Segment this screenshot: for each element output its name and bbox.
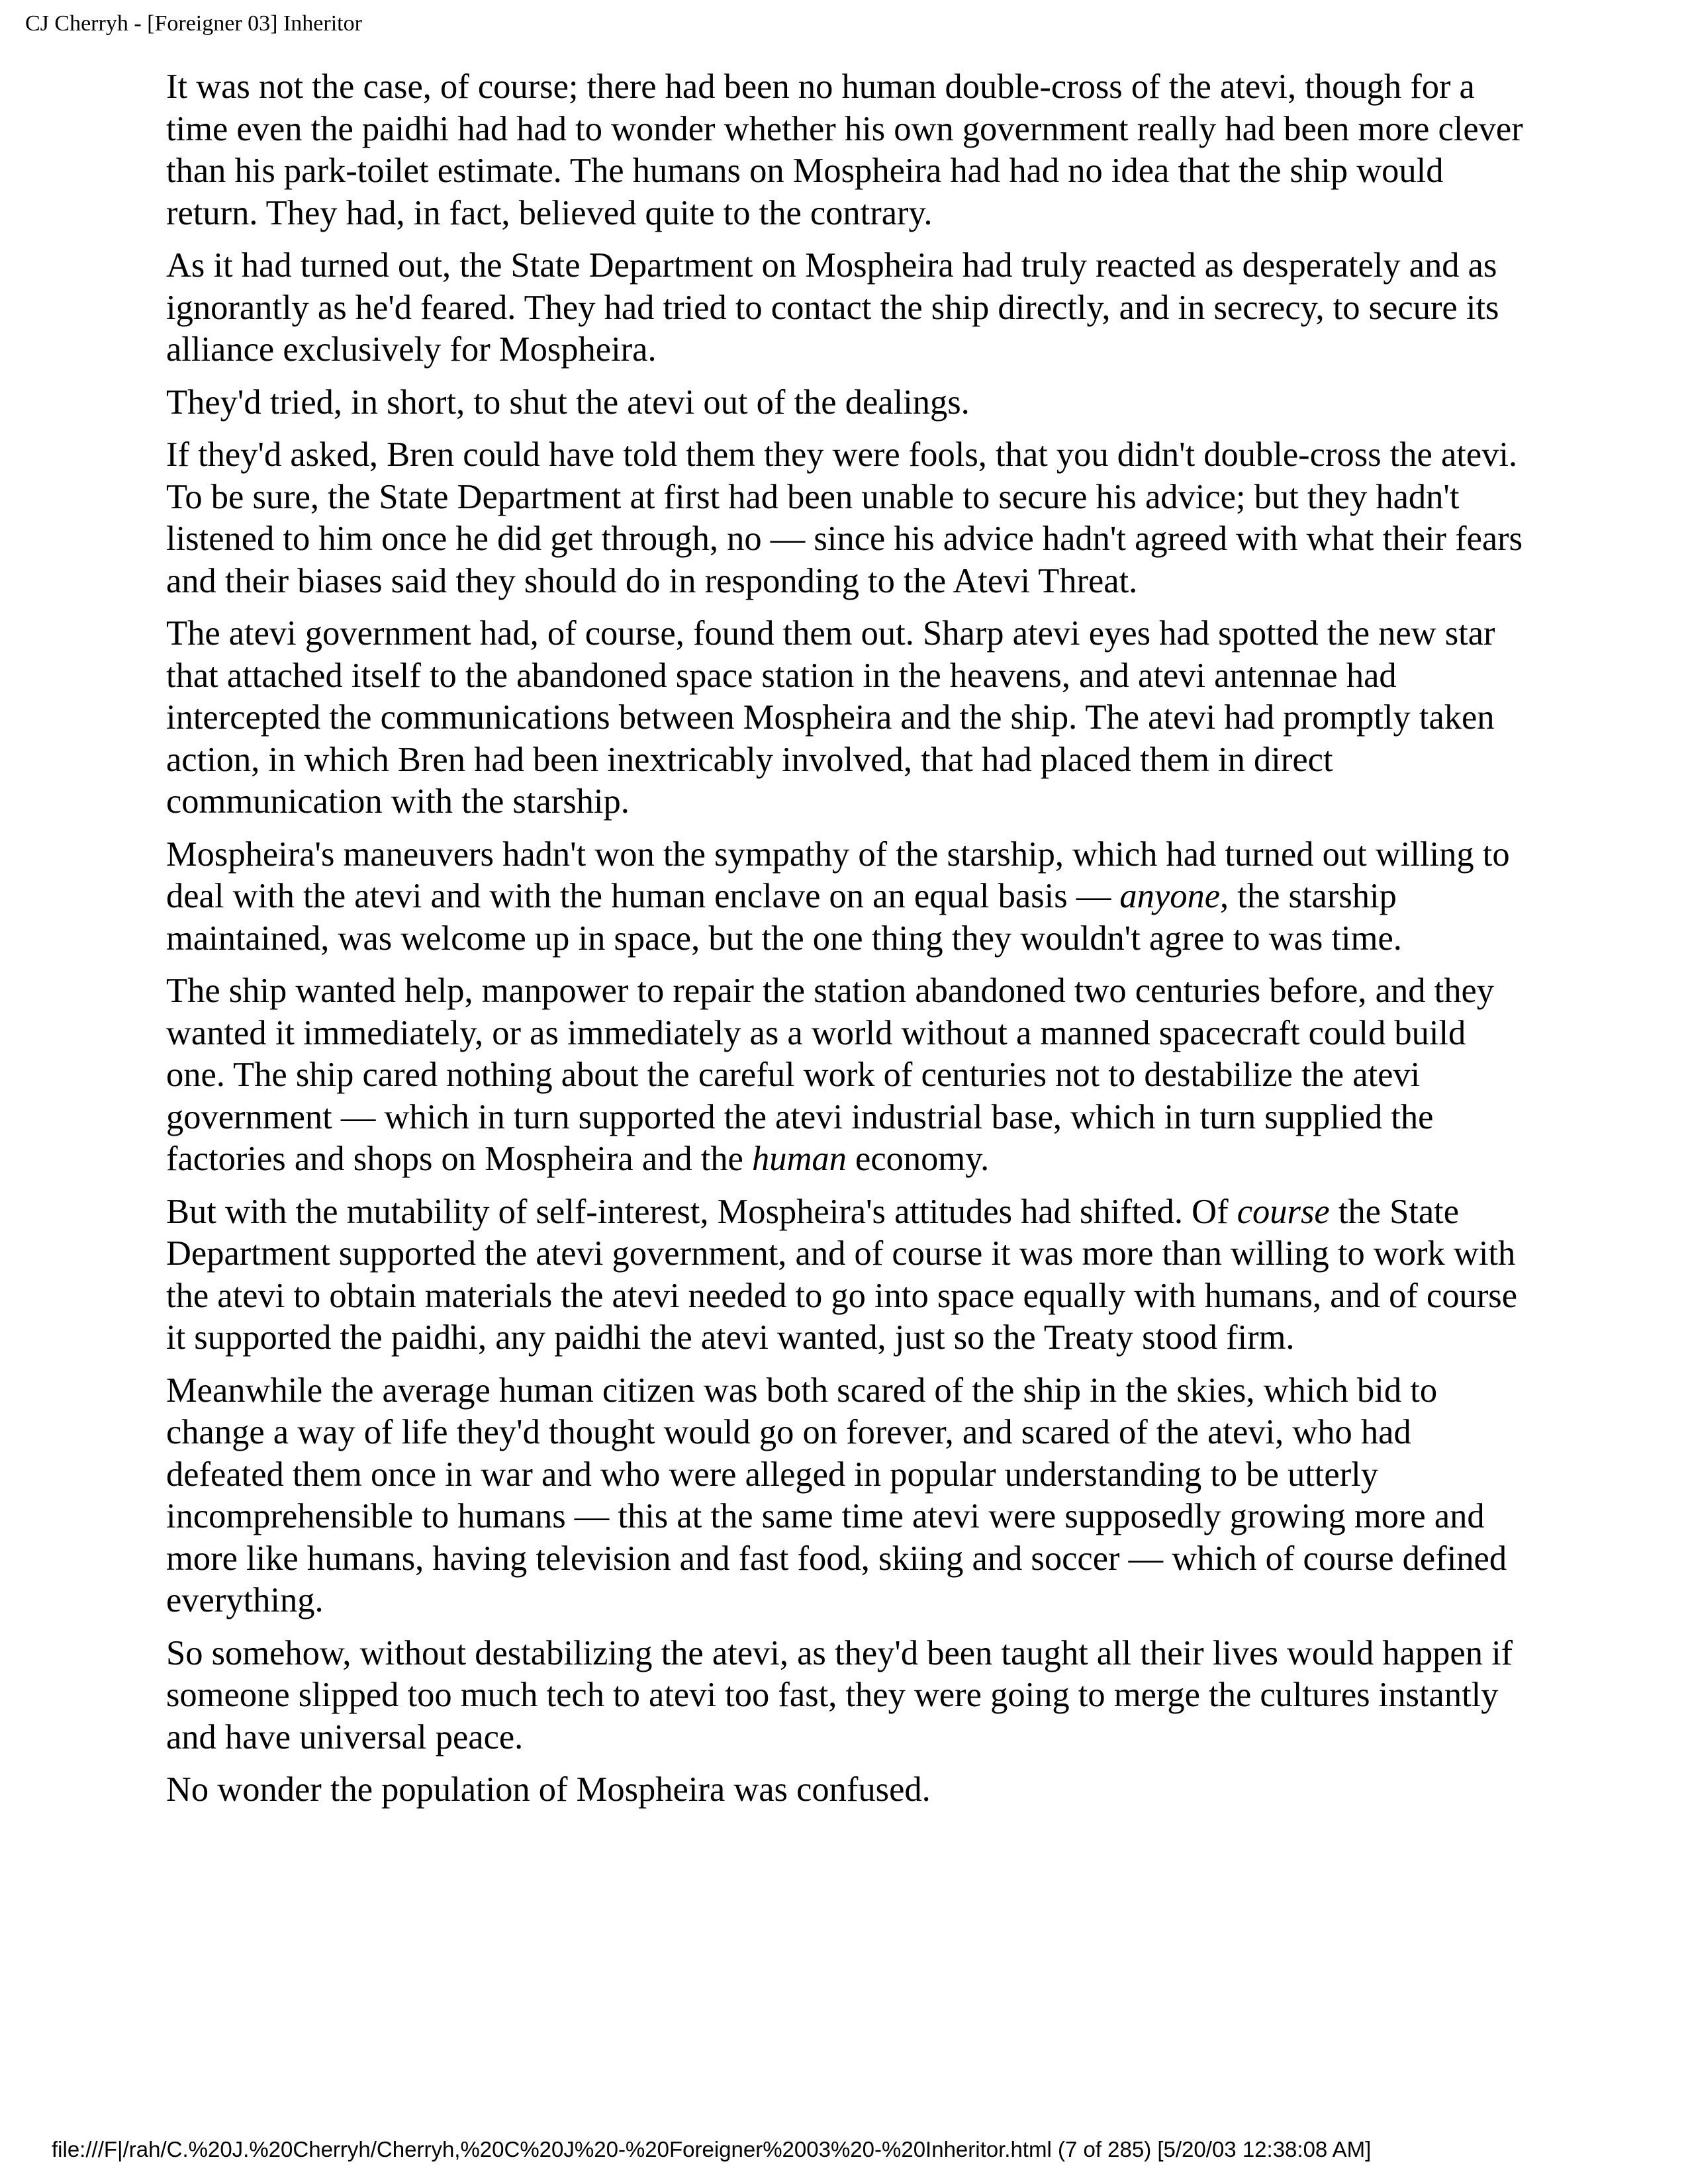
- paragraph-text: The ship wanted help, manpower to repair the station abandoned two centuries before, and they wanted it immediately, or as immediately as a world without a manned spacecraft could build one. The ship cared nothing about the careful work of centuries not to destabilize the atevi government — which in turn supported the atevi industrial base, which in turn supplied the factories and shops on Mospheira and the: [166, 972, 1494, 1178]
- document-body: [166, 66, 1523, 1822]
- paragraph-text: Mospheira's maneuvers hadn't won the sympathy of the starship, which had turned out willing to deal with the atevi and with the human enclave on an equal basis —: [166, 835, 1510, 915]
- paragraph: [166, 1191, 1523, 1359]
- paragraph: [166, 1633, 1523, 1759]
- paragraph-text: They'd tried, in short, to shut the atevi out of the dealings.: [166, 383, 970, 422]
- paragraph-text: If they'd asked, Bren could have told them they were fools, that you didn't double-cross the atevi. To be sure, the State Department at first had been unable to secure his advice; but they hadn't listened to him once he did get through, no — since his advice hadn't agreed with what their fears and their biases said they should do in responding to the Atevi Threat.: [166, 435, 1523, 600]
- paragraph-text: It was not the case, of course; there had been no human double-cross of the atevi, though for a time even the paidhi had had to wonder whether his own government really had been more clever than his park-toilet estimate. The humans on Mospheira had had no idea that the ship would return. They had, in fact, believed quite to the contrary.: [166, 68, 1523, 232]
- paragraph-text: The atevi government had, of course, found them out. Sharp atevi eyes had spotted the new star that attached itself to the abandoned space station in the heavens, and atevi antennae had intercepted the communications between Mospheira and the ship. The atevi had promptly taken action, in which Bren had been inextricably involved, that had placed them in direct communication with the starship.: [166, 614, 1495, 821]
- paragraph-text: So somehow, without destabilizing the atevi, as they'd been taught all their lives would happen if someone slipped too much tech to atevi too fast, they were going to merge the cultures instantly and have universal peace.: [166, 1633, 1513, 1756]
- paragraph-text: As it had turned out, the State Department on Mospheira had truly reacted as desperately and as ignorantly as he'd feared. They had tried to contact the ship directly, and in secrecy, to secure its alliance exclusively for Mospheira.: [166, 246, 1499, 369]
- italic-emphasis: anyone: [1119, 877, 1221, 915]
- paragraph: [166, 1769, 1523, 1811]
- paragraph: [166, 66, 1523, 234]
- page-footer-url: file:///F|/rah/C.%20J.%20Cherryh/Cherryh,%20C%20J%20-%20Foreigner%2003%20-%20Inheritor.html (7 of 285) [5/20/03 12:38:08 AM]: [52, 2137, 1372, 2161]
- italic-emphasis: human: [752, 1140, 847, 1178]
- paragraph-text: Meanwhile the average human citizen was both scared of the ship in the skies, which bid to change a way of life they'd thought would go on forever, and scared of the atevi, who had defeated them once in war and who were alleged in popular understanding to be utterly incomprehensible to humans — this at the same time atevi were supposedly growing more and more like humans, having television and fast food, skiing and soccer — which of course defined everything.: [166, 1371, 1507, 1619]
- italic-emphasis: course: [1237, 1192, 1330, 1231]
- paragraph: [166, 613, 1523, 823]
- paragraph: [166, 834, 1523, 960]
- paragraph: [166, 434, 1523, 602]
- paragraph-text: But with the mutability of self-interest, Mospheira's attitudes had shifted. Of: [166, 1192, 1237, 1231]
- paragraph-text: the State Department supported the atevi government, and of course it was more than willing to work with the atevi to obtain materials the atevi needed to go into space equally with humans, and of course it supported the paidhi, any paidhi the atevi wanted, just so the Treaty stood firm.: [166, 1192, 1518, 1357]
- paragraph-text: No wonder the population of Mospheira was confused.: [166, 1770, 931, 1809]
- page-header-title: CJ Cherryh - [Foreigner 03] Inheritor: [25, 11, 362, 36]
- paragraph-text: economy.: [846, 1140, 990, 1178]
- paragraph: [166, 970, 1523, 1181]
- paragraph: [166, 245, 1523, 371]
- paragraph-text: , the starship maintained, was welcome up in space, but the one thing they wouldn't agree to was time.: [166, 877, 1402, 958]
- paragraph: [166, 1370, 1523, 1622]
- paragraph: [166, 382, 1523, 424]
